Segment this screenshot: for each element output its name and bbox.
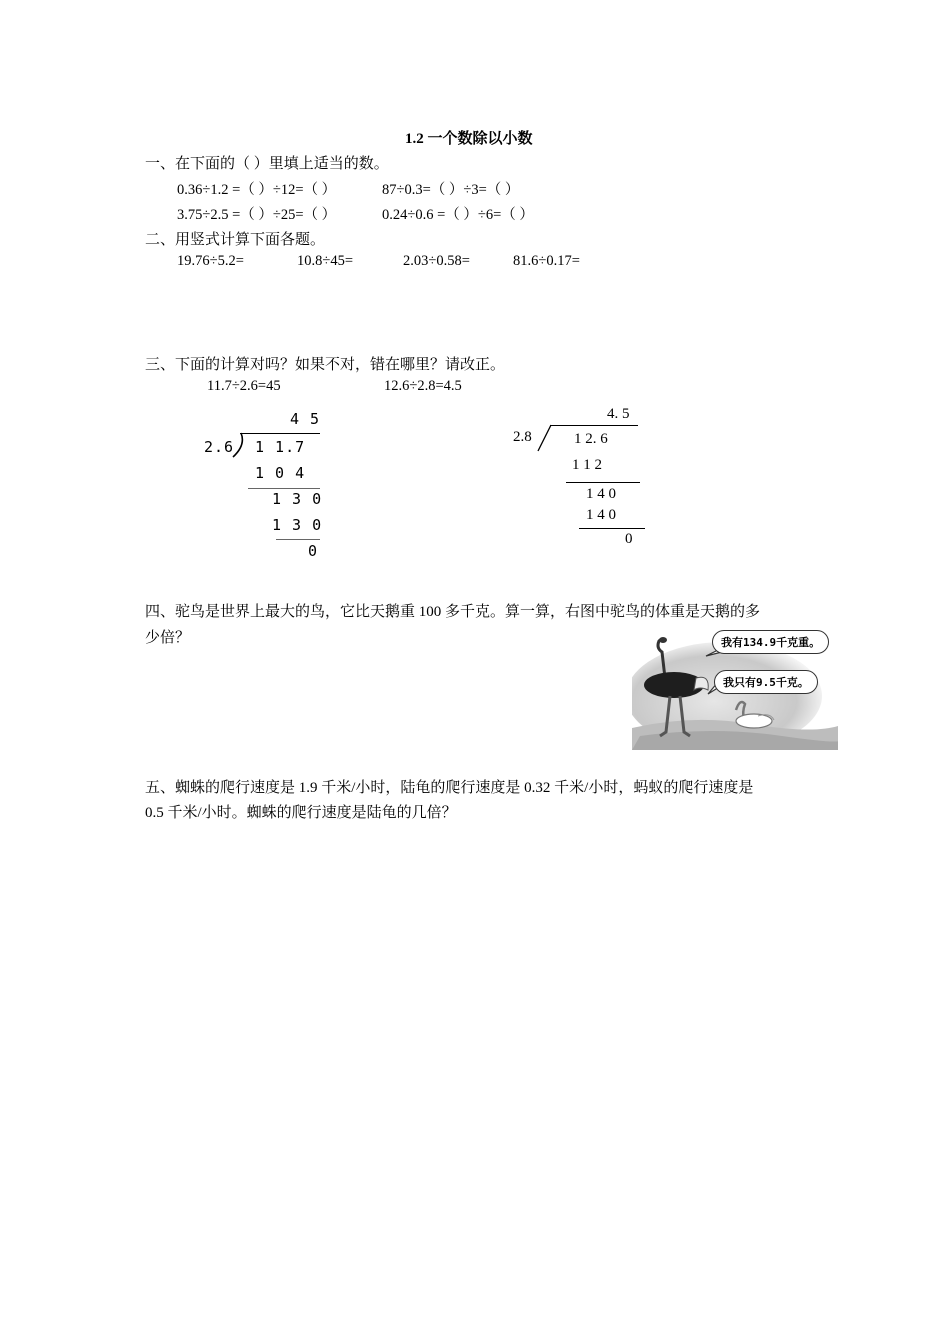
q2-item: 10.8÷45= — [297, 253, 354, 269]
q1-row2-a: 3.75÷2.5 =（ ）÷25=（ ） — [177, 207, 337, 223]
div1-step-2: 1 3 0 — [272, 490, 323, 508]
div1-vinculum — [240, 433, 320, 434]
swan-speech-text: 我只有9.5千克。 — [723, 676, 809, 689]
q3-equation-2: 12.6÷2.8=4.5 — [384, 378, 462, 394]
q2-item: 81.6÷0.17= — [513, 253, 580, 269]
q2-item: 2.03÷0.58= — [403, 253, 470, 269]
page-title: 1.2 一个数除以小数 — [405, 131, 533, 147]
div2-dividend: 1 2. 6 — [574, 431, 608, 447]
div2-rule-2 — [579, 528, 645, 529]
div1-dividend: 1 1.7 — [255, 438, 306, 456]
ostrich-speech-bubble — [712, 630, 829, 654]
div1-step-1: 1 0 4 — [255, 464, 306, 482]
q2-heading: 二、用竖式计算下面各题。 — [145, 232, 326, 248]
q4-text-line-2: 少倍？ — [145, 630, 191, 646]
div1-remainder: 0 — [308, 542, 319, 560]
div1-rule-2 — [276, 539, 320, 540]
div2-step-1: 1 1 2 — [572, 457, 602, 473]
div2-step-3: 1 4 0 — [586, 507, 616, 523]
ostrich-swan-illustration — [632, 628, 838, 750]
q3-equation-1: 11.7÷2.6=45 — [207, 378, 281, 394]
div1-quotient: 4 5 — [290, 410, 321, 428]
div1-divisor: 2.6 — [204, 438, 235, 456]
div2-step-2: 1 4 0 — [586, 486, 616, 502]
div2-remainder: 0 — [625, 531, 633, 547]
q1-row2-b: 0.24÷0.6 =（ ）÷6=（ ） — [382, 207, 534, 223]
q2-item: 19.76÷5.2= — [177, 253, 244, 269]
div2-quotient: 4. 5 — [607, 406, 630, 422]
div1-rule-1 — [248, 488, 320, 489]
q1-row1-a: 0.36÷1.2 =（ ）÷12=（ ） — [177, 182, 337, 198]
q4-text-line-1: 四、驼鸟是世界上最大的鸟，它比天鹅重 100 多千克。算一算，右图中驼鸟的体重是天鹅的多 — [145, 604, 761, 620]
div2-vinculum — [550, 425, 638, 426]
div2-divisor: 2.8 — [513, 429, 532, 445]
q1-heading: 一、在下面的（ ）里填上适当的数。 — [145, 156, 389, 172]
q5-text-line-1: 五、蜘蛛的爬行速度是 1.9 千米/小时，陆龟的爬行速度是 0.32 千米/小时，蚂蚁的爬行速度是 — [145, 780, 754, 796]
div2-rule-1 — [566, 482, 640, 483]
q5-text-line-2: 0.5 千米/小时。蜘蛛的爬行速度是陆龟的几倍？ — [145, 805, 457, 821]
q3-heading: 三、下面的计算对吗？如果不对，错在哪里？请改正。 — [145, 357, 506, 373]
swan-speech-bubble — [714, 670, 818, 694]
div1-step-3: 1 3 0 — [272, 516, 323, 534]
q1-row1-b: 87÷0.3=（ ）÷3=（ ） — [382, 182, 520, 198]
ostrich-speech-text: 我有134.9千克重。 — [721, 636, 821, 649]
div2-bracket — [536, 424, 552, 452]
